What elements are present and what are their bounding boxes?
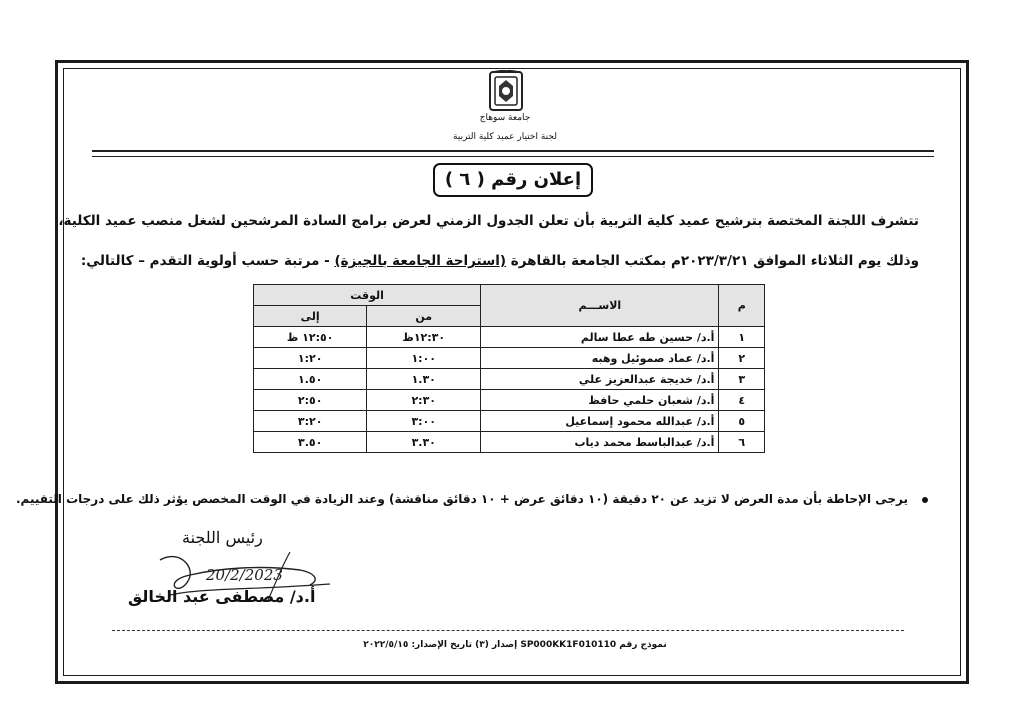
row-from: ٣.٣٠ — [367, 432, 481, 453]
intro-line-2-venue: (استراحة الجامعة بالجيزة) — [334, 253, 507, 269]
signature-label: رئيس اللجنة — [182, 528, 263, 547]
header-time: الوقت — [254, 285, 481, 306]
table-row — [254, 411, 765, 432]
header-to: إلى — [254, 306, 367, 327]
row-serial: ٦ — [719, 432, 765, 453]
header-from: من — [367, 306, 481, 327]
row-from: ١:٠٠ — [367, 348, 481, 369]
header-serial: م — [719, 285, 765, 327]
row-serial: ٥ — [719, 411, 765, 432]
note-text: يرجى الإحاطة بأن مدة العرض لا تزيد عن ٢٠ دقيقة (١٠ دقائق عرض + ١٠ دقائق مناقشة) وعند الزيادة في الوقت المخصص يؤثر ذلك على درجات التقييم. — [15, 492, 908, 506]
row-to: ١.٥٠ — [254, 369, 367, 390]
row-to: ١:٢٠ — [254, 348, 367, 369]
bullet-icon — [922, 497, 928, 503]
committee-name: لجنة اختيار عميد كلية التربية — [453, 132, 557, 142]
row-name: أ.د/ عماد صموئيل وهبه — [481, 348, 719, 369]
header-name: الاســـم — [481, 285, 719, 327]
row-name: أ.د/ عبدالباسط محمد دياب — [481, 432, 719, 453]
row-to: ١٢:٥٠ ظ — [254, 327, 367, 348]
intro-line-1: تتشرف اللجنة المختصة بترشيح عميد كلية التربية بأن تعلن الجدول الزمني لعرض برامج السادة المرشحين لشغل منصب عميد الكلية، — [58, 213, 919, 229]
row-from: ١٢:٣٠ظ — [367, 327, 481, 348]
row-to: ٣.٥٠ — [254, 432, 367, 453]
table-row — [254, 369, 765, 390]
form-info: نموذج رقم SP000KK1F010110 إصدار (٣) تاريخ الإصدار: ٢٠٢٢/٥/١٥ — [363, 640, 667, 650]
row-from: ١.٣٠ — [367, 369, 481, 390]
table-row — [254, 327, 765, 348]
row-name: أ.د/ عبدالله محمود إسماعيل — [481, 411, 719, 432]
row-name: أ.د/ خديجة عبدالعزيز علي — [481, 369, 719, 390]
intro-line-2 — [81, 253, 919, 269]
row-serial: ٢ — [719, 348, 765, 369]
intro-line-2-date: وذلك يوم الثلاثاء الموافق ٢٠٢٣/٣/٢١م بمكتب الجامعة بالقاهرة — [506, 253, 919, 269]
row-serial: ٣ — [719, 369, 765, 390]
university-seal-icon — [486, 70, 526, 112]
table-row — [254, 432, 765, 453]
table-row — [254, 390, 765, 411]
row-serial: ١ — [719, 327, 765, 348]
row-from: ٢:٣٠ — [367, 390, 481, 411]
row-name: أ.د/ شعبان حلمي حافظ — [481, 390, 719, 411]
row-name: أ.د/ حسين طه عطا سالم — [481, 327, 719, 348]
row-from: ٣:٠٠ — [367, 411, 481, 432]
signature-date: 20/2/2023 — [206, 566, 283, 584]
row-to: ٢:٥٠ — [254, 390, 367, 411]
header-divider — [92, 150, 934, 157]
row-serial: ٤ — [719, 390, 765, 411]
intro-line-2-order: - مرتبة حسب أولوية التقدم – كالتالي: — [80, 253, 335, 269]
table-row — [254, 348, 765, 369]
footer-divider — [112, 630, 904, 631]
schedule-table — [253, 284, 765, 453]
row-to: ٣:٢٠ — [254, 411, 367, 432]
note — [16, 492, 928, 506]
chair-name: أ.د/ مصطفى عبد الخالق — [128, 587, 316, 606]
announcement-title: إعلان رقم ( ٦ ) — [433, 163, 593, 197]
university-name: جامعة سوهاج — [479, 113, 531, 123]
